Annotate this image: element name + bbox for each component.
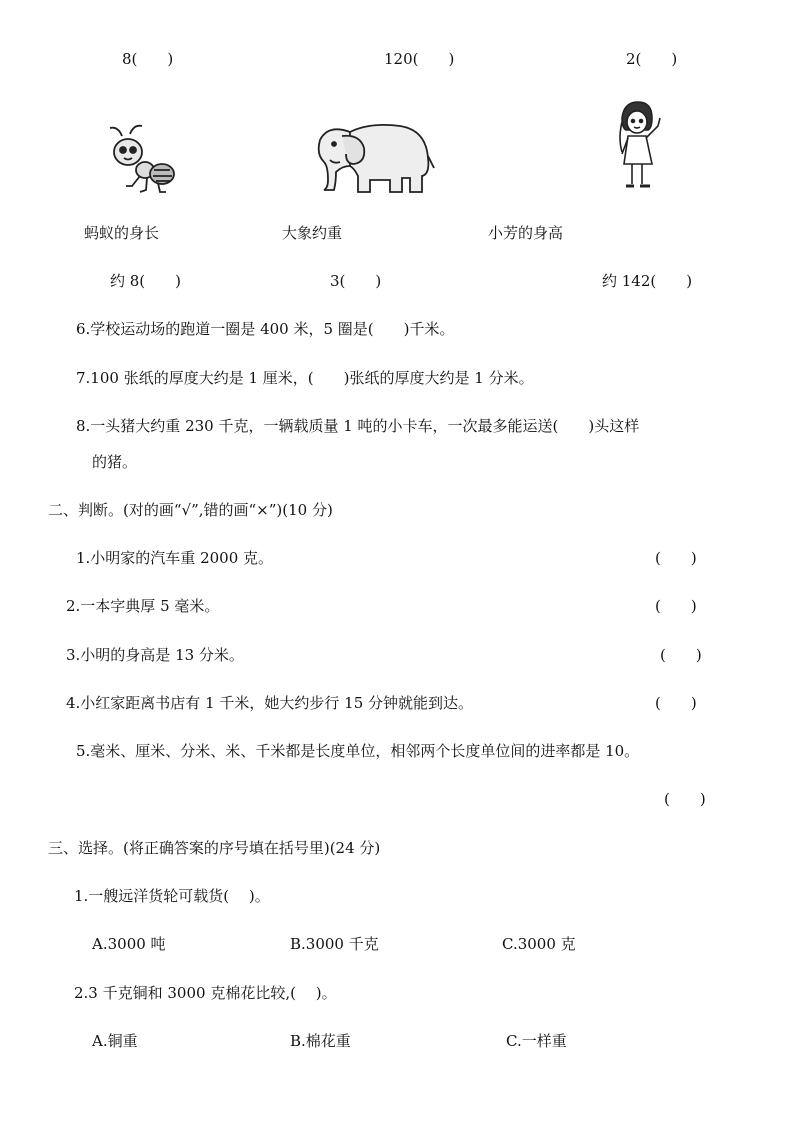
section2-heading: 二、判断。(对的画“√”,错的画“×”)(10 分) xyxy=(48,501,333,519)
question-6: 6.学校运动场的跑道一圈是 400 米，5 圈是( )千米。 xyxy=(76,320,455,338)
judge-bracket-2: ( ) xyxy=(655,597,697,615)
caption-girl: 小芳的身高 xyxy=(488,224,564,242)
elephant-icon xyxy=(310,118,438,198)
section3-heading: 三、选择。(将正确答案的序号填在括号里)(24 分) xyxy=(48,839,381,857)
answer-ant: 约 8( ) xyxy=(110,272,182,290)
question-7: 7.100 张纸的厚度大约是 1 厘米，( )张纸的厚度大约是 1 分米。 xyxy=(76,369,534,387)
choice-q1-option-b: B.3000 千克 xyxy=(290,935,379,953)
choice-q1-option-a: A.3000 吨 xyxy=(92,935,166,953)
choice-q2-option-c: C.一样重 xyxy=(506,1032,567,1050)
answer-girl: 约 142( ) xyxy=(602,272,693,290)
judge-bracket-4: ( ) xyxy=(655,694,697,712)
blank-120: 120( ) xyxy=(384,50,455,68)
judge-bracket-3: ( ) xyxy=(660,646,702,664)
choice-q1-stem: 1.一艘远洋货轮可载货( )。 xyxy=(74,887,270,905)
ant-icon xyxy=(100,120,180,196)
caption-elephant: 大象约重 xyxy=(282,224,343,242)
question-8: 8.一头猪大约重 230 千克，一辆载质量 1 吨的小卡车，一次最多能运送( )头这样 xyxy=(76,417,640,435)
choice-q2-option-a: A.铜重 xyxy=(92,1032,138,1050)
judge-item-4: 4.小红家距离书店有 1 千米，她大约步行 15 分钟就能到达。 xyxy=(66,694,474,712)
judge-bracket-5: ( ) xyxy=(664,790,706,808)
blank-2: 2( ) xyxy=(626,50,678,68)
blank-8: 8( ) xyxy=(122,50,174,68)
choice-q2-option-b: B.棉花重 xyxy=(290,1032,351,1050)
girl-icon xyxy=(610,98,670,194)
judge-item-5: 5.毫米、厘米、分米、米、千米都是长度单位，相邻两个长度单位间的进率都是 10。 xyxy=(76,742,640,760)
caption-ant: 蚂蚁的身长 xyxy=(84,224,160,242)
answer-elephant: 3( ) xyxy=(330,272,382,290)
judge-item-3: 3.小明的身高是 13 分米。 xyxy=(66,646,244,664)
judge-item-1: 1.小明家的汽车重 2000 克。 xyxy=(76,549,274,567)
judge-item-2: 2.一本字典厚 5 毫米。 xyxy=(66,597,220,615)
choice-q2-stem: 2.3 千克铜和 3000 克棉花比较,( )。 xyxy=(74,984,337,1002)
question-8-cont: 的猪。 xyxy=(92,453,138,471)
judge-bracket-1: ( ) xyxy=(655,549,697,567)
choice-q1-option-c: C.3000 克 xyxy=(502,935,576,953)
